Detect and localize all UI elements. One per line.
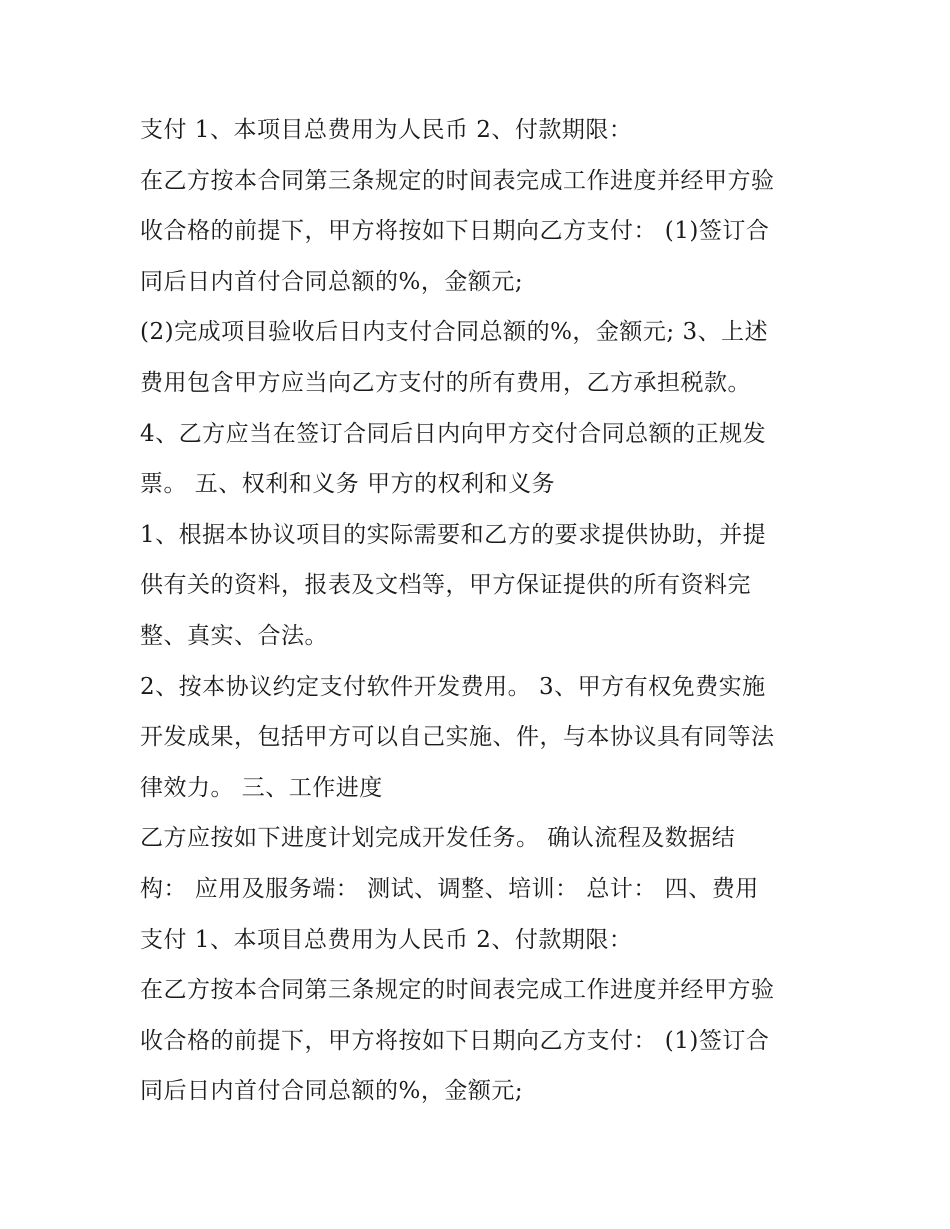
text-line: 构： 应用及服务端： 测试、调整、培训： 总计： 四、费用 xyxy=(140,875,759,902)
text-line: 同后日内首付合同总额的%，金额元; xyxy=(140,1078,524,1105)
text-line: 费用包含甲方应当向乙方支付的所有费用，乙方承担税款。 xyxy=(140,369,751,396)
text-line: 4、乙方应当在签订合同后日内向甲方交付合同总额的正规发 xyxy=(140,420,767,447)
text-line: 1、根据本协议项目的实际需要和乙方的要求提供协助，并提 xyxy=(140,521,767,548)
text-line: 支付 1、本项目总费用为人民币 2、付款期限： xyxy=(140,117,633,143)
text-line: 乙方应按如下进度计划完成开发任务。 确认流程及数据结 xyxy=(140,825,736,852)
text-line: 在乙方按本合同第三条规定的时间表完成工作进度并经甲方验 xyxy=(140,977,775,1004)
text-line: 支付 1、本项目总费用为人民币 2、付款期限： xyxy=(140,926,633,953)
text-line: 开发成果，包括甲方可以自己实施、件，与本协议具有同等法 xyxy=(140,724,775,751)
text-line: 同后日内首付合同总额的%，金额元; xyxy=(140,268,524,295)
text-line: 2、按本协议约定支付软件开发费用。 3、甲方有权免费实施 xyxy=(140,673,766,700)
text-line: 整、真实、合法。 xyxy=(140,622,328,649)
text-line: 供有关的资料，报表及文档等，甲方保证提供的所有资料完 xyxy=(140,572,751,599)
text-line: 在乙方按本合同第三条规定的时间表完成工作进度并经甲方验 xyxy=(140,167,775,194)
text-line: (2)完成项目验收后日内支付合同总额的%，金额元; 3、上述 xyxy=(140,319,769,346)
text-line: 收合格的前提下，甲方将按如下日期向乙方支付： (1)签订合 xyxy=(140,1027,770,1054)
text-line: 收合格的前提下，甲方将按如下日期向乙方支付： (1)签订合 xyxy=(140,218,770,245)
text-line: 律效力。 三、工作进度 xyxy=(140,774,383,801)
contract-text xyxy=(140,105,830,1117)
text-line: 票。 五、权利和义务 甲方的权利和义务 xyxy=(140,471,556,498)
